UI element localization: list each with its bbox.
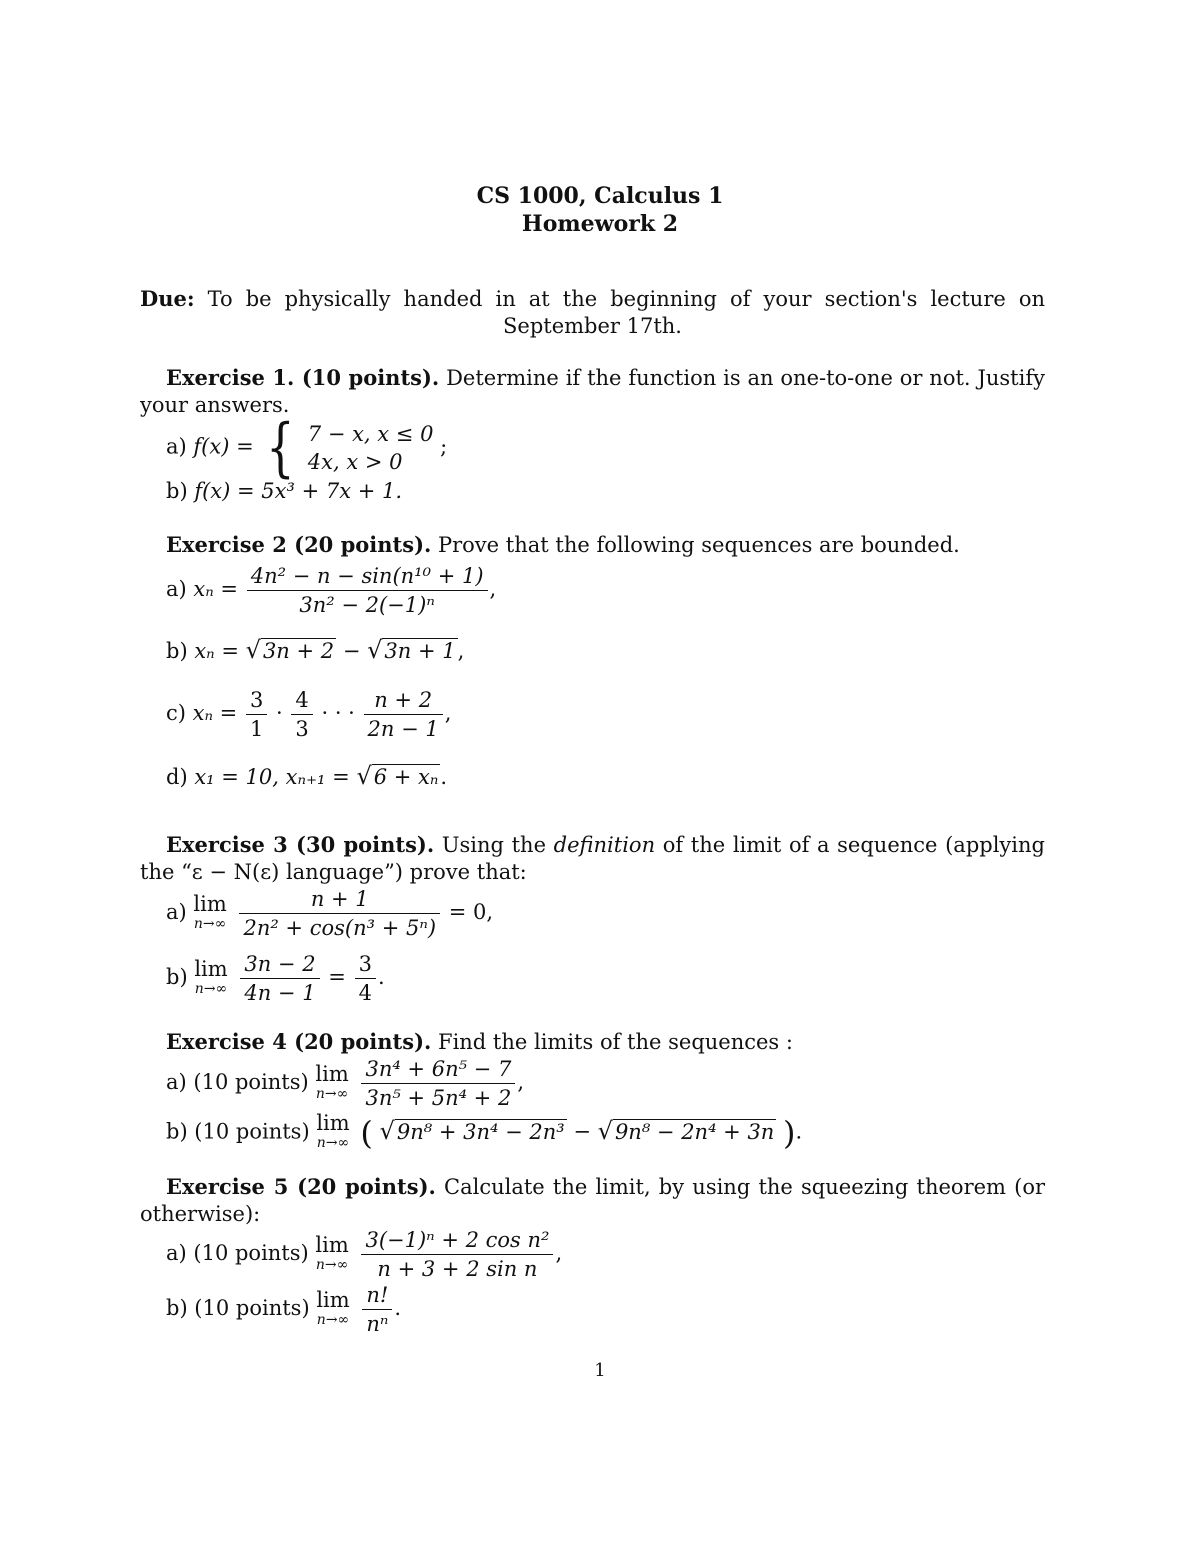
exercise-4-heading: Exercise 4 (20 points). <box>166 1029 432 1054</box>
exercise-4b: b) (10 points) lim n→∞ ( √9n⁸ + 3n⁴ − 2n³ − √9n⁸ − 2n⁴ + 3n ). <box>166 1111 803 1152</box>
exercise-2b: b) xₙ = √3n + 2 − √3n + 1, <box>166 636 465 664</box>
exercise-3-statement: Exercise 3 (30 points). Using the definition of the limit of a sequence (applying the “ε − N(ε) language”) prove that: <box>140 832 1045 884</box>
exercise-2-statement <box>140 531 1045 559</box>
fraction: $\frac{3}{4}$ <box>355 950 376 1007</box>
square-root: √9n⁸ − 2n⁴ + 3n <box>597 1116 775 1145</box>
exercise-3-heading: Exercise 3 (30 points). <box>166 832 435 857</box>
exercise-2d: d) x₁ = 10, xₙ₊₁ = √6 + xₙ. <box>166 762 448 790</box>
fraction: $\frac{4}{3}$ <box>291 686 312 743</box>
piecewise-cases: 7 − x, x ≤ 0 4x, x > 0 <box>307 422 434 474</box>
page-number: 1 <box>594 1360 606 1381</box>
exercise-1a: a) f(x) = { 7 − x, x ≤ 0 4x, x > 0 ; <box>166 411 448 485</box>
fraction: $\frac{\text{4n² − n − sin(n¹⁰ + 1)}}{\text{3n² − 2(−1)ⁿ}}$ <box>247 562 488 619</box>
exercise-3a: a) lim n→∞ $\frac{n + 1}{\text{2n² + cos(n³ + 5ⁿ)}}$ = 0, <box>166 887 494 940</box>
exercise-5b: b) (10 points) lim n→∞ $\frac{n!}{\text{nⁿ}}$ . <box>166 1283 402 1336</box>
due-paragraph <box>140 285 1045 340</box>
fraction: $\frac{3}{1}$ <box>246 686 267 743</box>
due-text: To be physically handed in at the beginning of your section's lecture on September 17th. <box>207 287 1045 338</box>
fraction: $\frac{n + 1}{\text{2n² + cos(n³ + 5ⁿ)}}$ <box>239 885 440 942</box>
exercise-4-statement: Exercise 4 (20 points). Find the limits of the sequences : <box>166 1029 793 1054</box>
fraction: $\frac{n!}{\text{nⁿ}}$ <box>362 1281 392 1338</box>
exercise-5-heading: Exercise 5 (20 points). <box>166 1174 436 1199</box>
limit-operator: lim n→∞ <box>316 1111 350 1151</box>
fraction: $\frac{\text{3n⁴ + 6n⁵ − 7}}{\text{3n⁵ + 5n⁴ + 2}}$ <box>361 1055 515 1112</box>
exercise-5-statement: Exercise 5 (20 points). Calculate the limit, by using the squeezing theorem (or otherwise): <box>140 1174 1046 1226</box>
square-root: √3n + 1 <box>367 636 456 664</box>
exercise-5a: a) (10 points) lim n→∞ $\frac{\text{3(−1)ⁿ + 2 cos n²}}{\text{n + 3 + 2 sin n}}$ , <box>166 1228 563 1281</box>
due-label: Due: <box>140 286 195 311</box>
exercise-1-text: Determine if the function is an one-to-one or not. Justify your answers. <box>140 366 1045 417</box>
square-root: √6 + xₙ <box>356 762 439 790</box>
left-brace: { <box>266 411 295 485</box>
fraction: $\frac{3n - 2}{4n - 1}$ <box>240 950 319 1007</box>
limit-operator: lim n→∞ <box>194 956 228 997</box>
limit-operator: lim n→∞ <box>315 1061 349 1102</box>
exercise-1b: b) f(x) = 5x³ + 7x + 1. <box>166 479 403 503</box>
limit-operator: lim n→∞ <box>193 891 227 932</box>
fraction: $\frac{n + 2}{2n - 1}$ <box>364 686 443 743</box>
exercise-2-text: Prove that the following sequences are bounded. <box>438 533 960 557</box>
square-root: √9n⁸ + 3n⁴ − 2n³ <box>379 1116 565 1145</box>
exercise-2c: c) xₙ = $\frac{3}{1}$ · $\frac{4}{3}$ · · · $\frac{n + 2}{2n - 1}$ , <box>166 688 452 741</box>
limit-operator: lim n→∞ <box>316 1287 350 1328</box>
fraction: $\frac{\text{3(−1)ⁿ + 2 cos n²}}{\text{n + 3 + 2 sin n}}$ <box>361 1226 553 1283</box>
limit-operator: lim n→∞ <box>315 1232 349 1273</box>
homework-title: Homework 2 <box>521 211 679 237</box>
exercise-4a: a) (10 points) lim n→∞ $\frac{\text{3n⁴ + 6n⁵ − 7}}{\text{3n⁵ + 5n⁴ + 2}}$ , <box>166 1057 525 1110</box>
exercise-1-heading: Exercise 1. (10 points). <box>166 365 440 390</box>
square-root: √3n + 2 <box>245 636 335 664</box>
exercise-2-heading: Exercise 2 (20 points). <box>166 532 432 557</box>
exercise-2a: a) xₙ = $\frac{\text{4n² − n − sin(n¹⁰ + 1)}}{\text{3n² − 2(−1)ⁿ}}$ , <box>166 564 497 617</box>
course-title: CS 1000, Calculus 1 <box>476 183 724 209</box>
exercise-3b: b) lim n→∞ $\frac{3n - 2}{4n - 1}$ = $\frac{3}{4}$ . <box>166 952 385 1005</box>
